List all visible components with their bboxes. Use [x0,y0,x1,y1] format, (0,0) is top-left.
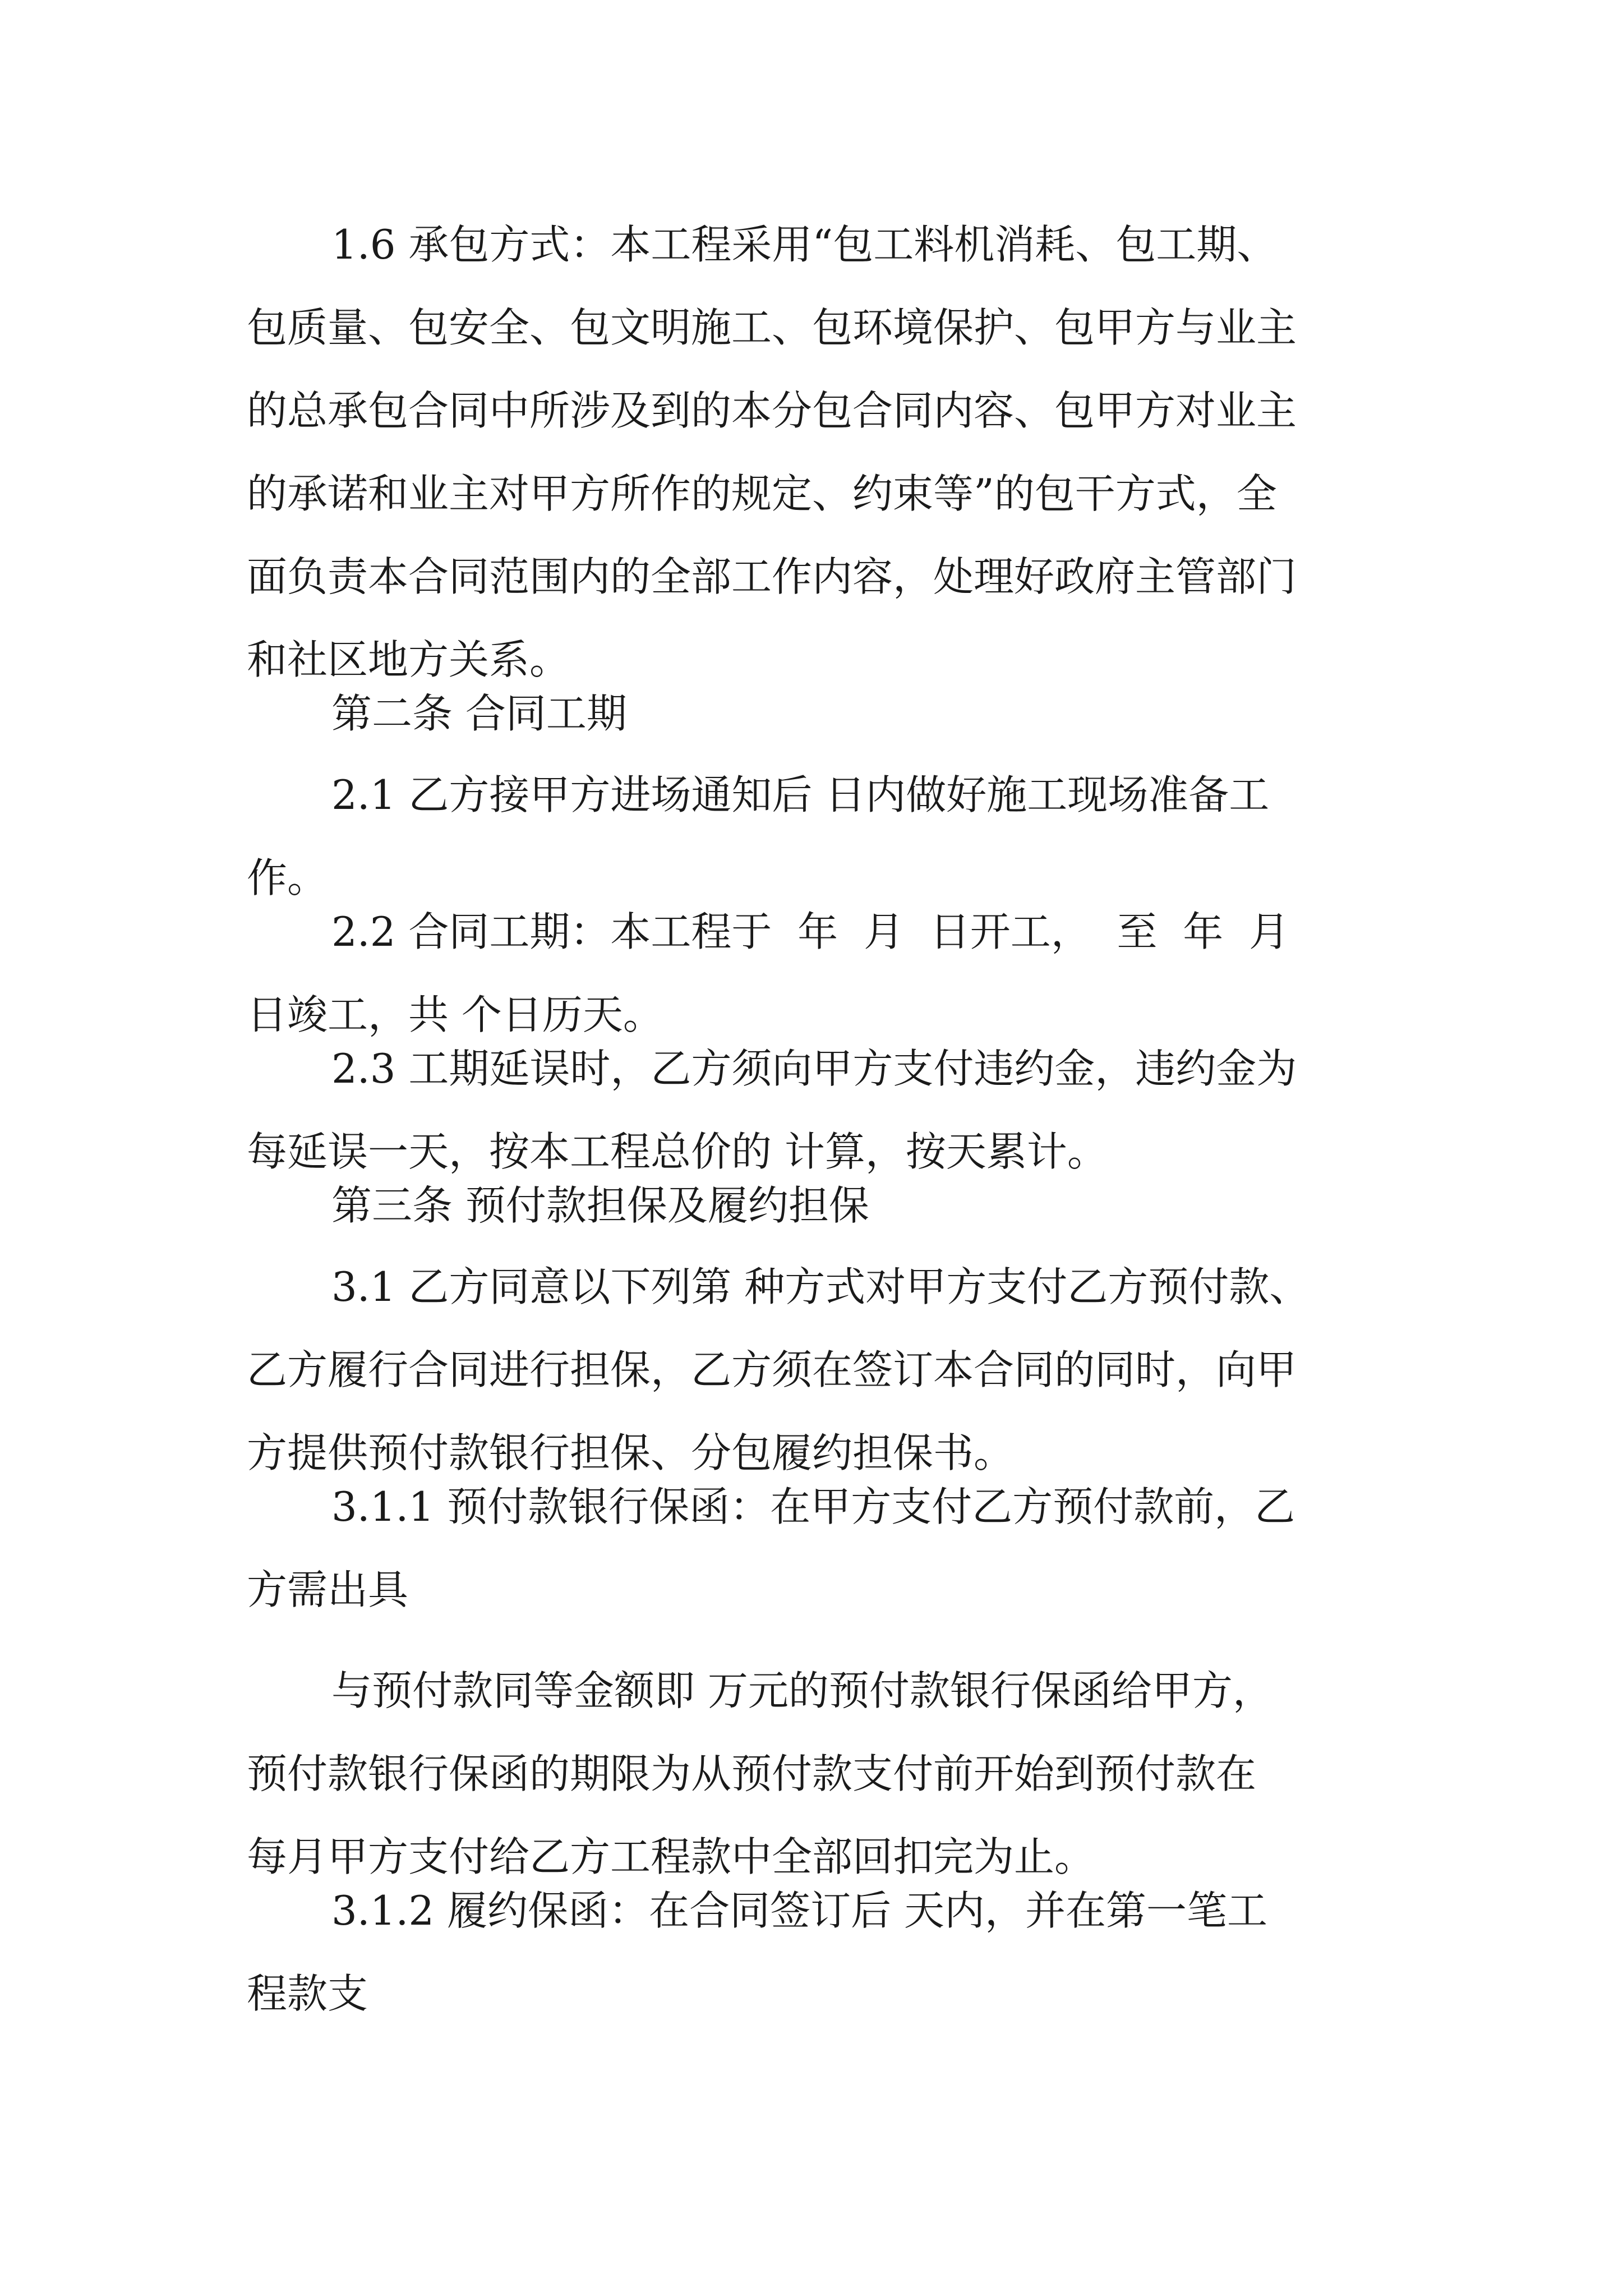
text-line: 2.2 合同工期：本工程于 年 月 日开工， 至 年 月 [331,908,1290,955]
text-line: 的总承包合同中所涉及到的本分包合同内容、包甲方对业主 [247,387,1297,434]
text-line: 方提供预付款银行担保、分包履约担保书。 [247,1429,1015,1476]
text-line: 2.1 乙方接甲方进场通知后 日内做好施工现场准备工 [331,771,1270,818]
text-line: 与预付款同等金额即 万元的预付款银行保函给甲方， [331,1667,1273,1714]
text-line: 每延误一天，按本工程总价的 计算，按天累计。 [247,1128,1108,1175]
text-line: 方需出具 [247,1566,409,1613]
text-line: 和社区地方关系。 [247,636,570,683]
text-line: 3.1 乙方同意以下列第 种方式对甲方支付乙方预付款、 [331,1263,1310,1310]
section-heading: 第三条 预付款担保及履约担保 [331,1182,869,1229]
text-line: 作。 [247,854,328,901]
text-line: 的承诺和业主对甲方所作的规定、约束等”的包干方式，全 [247,470,1277,517]
text-line: 1.6 承包方式：本工程采用“包工料机消耗、包工期、 [331,221,1278,268]
text-line: 预付款银行保函的期限为从预付款支付前开始到预付款在 [247,1750,1257,1797]
text-line: 包质量、包安全、包文明施工、包环境保护、包甲方与业主 [247,304,1297,351]
text-line: 日竣工，共 个日历天。 [247,991,663,1038]
section-heading: 第二条 合同工期 [331,690,627,737]
text-line: 3.1.1 预付款银行保函：在甲方支付乙方预付款前，乙 [331,1483,1295,1530]
text-line: 乙方履行合同进行担保，乙方须在签订本合同的同时，向甲 [247,1346,1297,1393]
text-line: 程款支 [247,1970,368,2017]
text-line: 3.1.2 履约保函：在合同签订后 天内，并在第一笔工 [331,1887,1267,1934]
text-line: 每月甲方支付给乙方工程款中全部回扣完为止。 [247,1833,1095,1880]
text-line: 2.3 工期延误时，乙方须向甲方支付违约金，违约金为 [331,1045,1297,1092]
text-line: 面负责本合同范围内的全部工作内容，处理好政府主管部门 [247,553,1297,600]
